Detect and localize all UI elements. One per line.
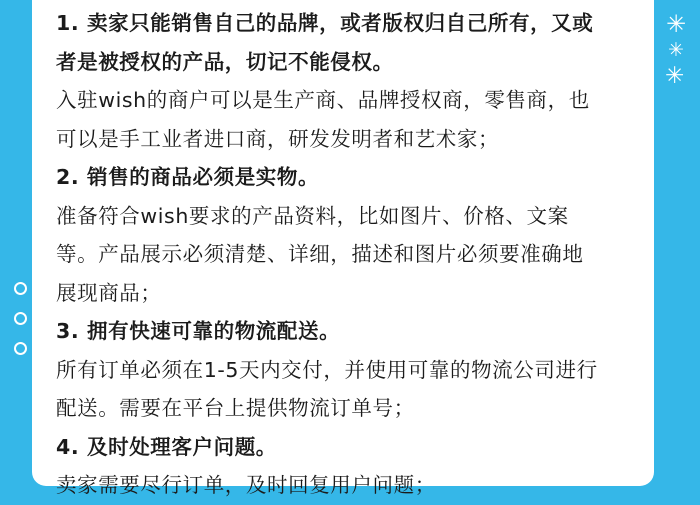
- text-line: 1. 卖家只能销售自己的品牌，或者版权归自己所有，又或: [56, 11, 594, 35]
- text-line: 卖家需要尽行订单，及时回复用户问题；: [56, 473, 436, 497]
- document-text: [56, 4, 634, 497]
- dot-icon: [14, 282, 27, 295]
- sparkle-icon: ✳: [665, 63, 685, 89]
- sparkle-icon: ✳: [668, 39, 684, 61]
- text-line: 配送。需要在平台上提供物流订单号；: [56, 396, 415, 420]
- text-line: 者是被授权的产品，切记不能侵权。: [56, 49, 394, 74]
- sparkle-icon: ✳: [666, 10, 687, 38]
- dot-icon: [14, 312, 27, 325]
- text-line: 所有订单必须在1-5天内交付，并使用可靠的物流公司进行: [56, 357, 598, 382]
- text-line: 3. 拥有快速可靠的物流配送。: [56, 319, 341, 343]
- text-line: 4. 及时处理客户问题。: [56, 434, 277, 459]
- text-line: 入驻wish的商户可以是生产商、品牌授权商，零售商，也: [56, 88, 590, 112]
- decorative-dots: [8, 0, 32, 470]
- dot-icon: [14, 342, 27, 355]
- decorative-sparkles: [662, 0, 696, 120]
- text-line: 可以是手工业者进口商，研发发明者和艺术家；: [56, 126, 500, 151]
- text-line: 展现商品；: [56, 280, 162, 305]
- text-line: 准备符合wish要求的产品资料，比如图片、价格、文案: [56, 203, 569, 228]
- text-line: 2. 销售的商品必须是实物。: [56, 165, 320, 189]
- text-line: 等。产品展示必须清楚、详细，描述和图片必须要准确地: [56, 242, 584, 266]
